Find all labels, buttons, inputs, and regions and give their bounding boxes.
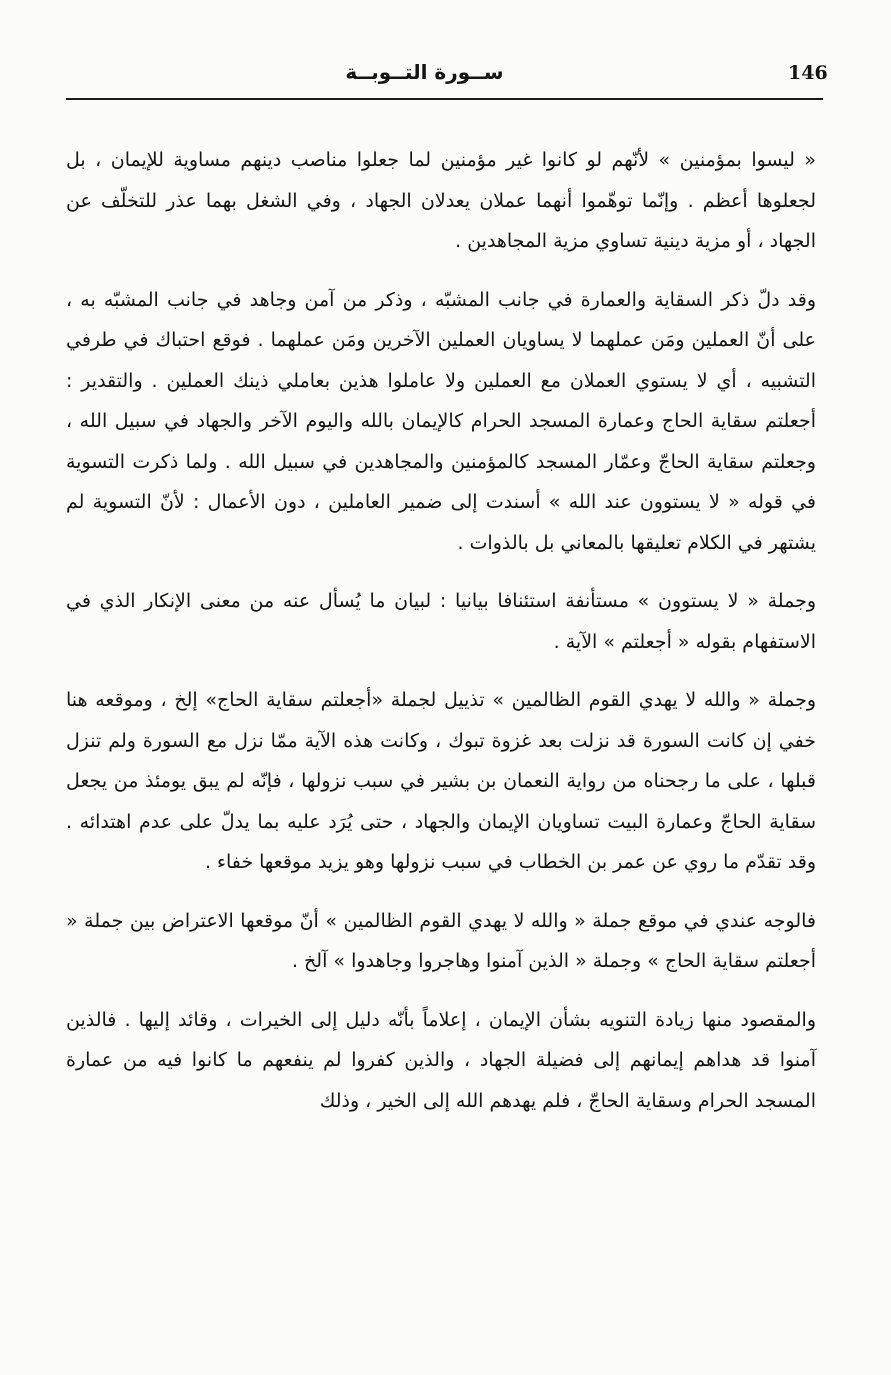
page-number: 146 <box>788 62 828 84</box>
paragraph-5: فالوجه عندي في موقع جملة « والله لا يهدي القوم الظالمين » أنّ موقعها الاعتراض بين جملة « أجعلتم سقاية الحاج » وجملة « الذين آمنوا وهاجروا وجاهدوا » آلخ . <box>66 909 816 972</box>
paragraph-2: وقد دلّ ذكر السقاية والعمارة في جانب المشبّه ، وذكر من آمن وجاهد في جانب المشبّه به ، على أنّ العملين ومَن عملهما لا يساويان العملين الآخرين ومَن عملهما . فوقع احتباك في طرفي التشبيه ، أي لا يستوي العملان مع العملين ولا عاملوا هذين بعاملي ذينك العملين . والتقدير : أجعلتم سقاية الحاج وعمارة المسجد الحرام كالإيمان بالله واليوم الآخر والجهاد في سبيل الله ، وجعلتم سقاية الحاجّ وعمّار المسجد كالمؤمنين والمجاهدين في سبيل الله . ولما ذكرت التسوية في قوله « لا يستوون عند الله » أسندت إلى ضمير العاملين ، دون الأعمال : لأنّ التسوية لم يشتهر في الكلام تعليقها بالمعاني بل بالذوات . <box>66 288 816 554</box>
paragraph-3: وجملة « لا يستوون » مستأنفة استئنافا بيانيا : لبيان ما يُسأل عنه من معنى الإنكار الذي في الاستفهام بقوله « أجعلتم » الآية . <box>66 590 816 653</box>
paragraph-4: وجملة « والله لا يهدي القوم الظالمين » تذييل لجملة «أجعلتم سقاية الحاج» إلخ ، وموقعه هنا خفي إن كانت السورة قد نزلت بعد غزوة تبوك ، وكانت هذه الآية ممّا نزل مع السورة ولم تنزل قبلها ، على ما رجحناه من رواية النعمان بن بشير في سبب نزولها ، فإنّه لم يبق يومئذ من يجعل سقاية الحاجّ وعمارة البيت تساويان الإيمان والجهاد ، حتى يُرَد عليه بما يدلّ على عدم اهتدائه . وقد تقدّم ما روي عن عمر بن الخطاب في سبب نزولها وهو يزيد موقعها خفاء . <box>66 689 816 873</box>
paragraph-6: والمقصود منها زيادة التنويه بشأن الإيمان ، إعلاماً بأنّه دليل إلى الخيرات ، وقائد إليها . فالذين آمنوا قد هداهم إيمانهم إلى فضيلة الجهاد ، والذين كفروا لم ينفعهم ما كانوا فيه من عمارة المسجد الحرام وسقاية الحاجّ ، فلم يهدهم الله إلى الخير ، وذلك <box>66 1008 816 1112</box>
page-header <box>66 58 828 98</box>
paragraph-1: « ليسوا بمؤمنين » لأنّهم لو كانوا غير مؤمنين لما جعلوا مناصب دينهم مساوية للإيمان ، بل لجعلوها أعظم . وإنّما توهّموا أنهما عملان يعدلان الجهاد ، وفي الشغل بهما عذر للتخلّف عن الجهاد ، أو مزية دينية تساوي مزية المجاهدين . <box>66 149 816 252</box>
page-body <box>66 140 816 1121</box>
header-rule <box>66 98 823 100</box>
surah-title: ســورة التــوبــة <box>345 60 504 84</box>
